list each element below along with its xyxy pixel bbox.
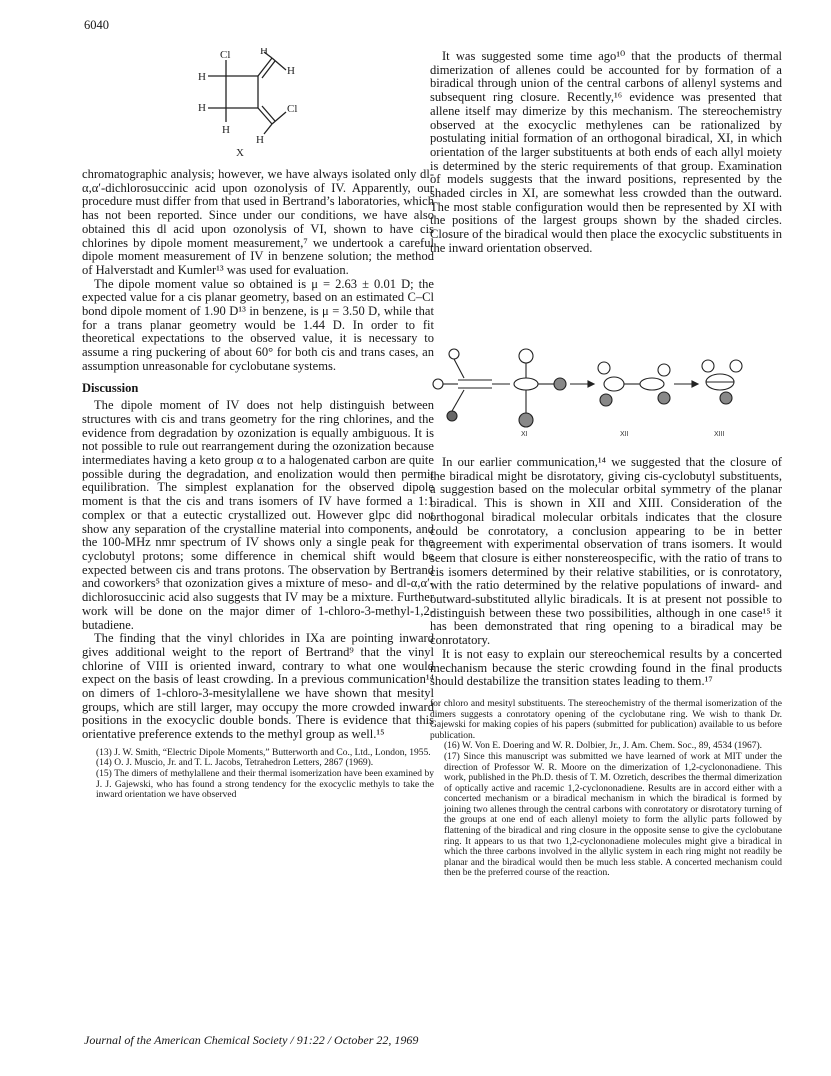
footnote-15-continued: for chloro and mesityl substituents. The stereochemistry of the thermal isomerization of the dimers suggests a conrotatory opening of the cyclobutane ring. We wish to thank Dr. Gajewski for making copies of his papers (submitted for publication) available to us before publication. <box>430 698 782 741</box>
paragraph: In our earlier communication,¹⁴ we suggested that the closure of the biradical might be disrotatory, giving cis-cyclobutyl substituents, a suggestion based on the molecular orbital symmetry of the planar biradical. This is shown in XII and XIII. Consideration of the orthogonal biradical molecular orbitals indicates that the closure could be conrotatory, a conclusion appearing to be in better agreement with experimental observation of trans isomers. It would seem that closure is either nonstereospecific, with the ratio of trans to cis isomers determined by their relative stabilities, or is conrotatory, with the ratio determined by the relative populations of inward- and outward-substituted allylic biradicals. It is at present not possible to distinguish between these two possibilities, although in one case¹⁵ it has been demonstrated that ring opening to a biradical may be conrotatory. <box>430 455 782 648</box>
atom-label: H <box>198 71 206 83</box>
page-number: 6040 <box>84 18 109 32</box>
paragraph: The dipole moment of IV does not help distinguish between structures with cis and trans geometry for the ring chlorines, and the evidence from degradation by ozonization is equally ambiguous. It is not possible to rule out rearrangement during the ozonization because intermediates having a keto group α to a halogenated carbon are quite possible during the degradation, and enolization would then permit equilibration. The simplest explanation for the observed dipole moment is that the cis and trans isomers of IV have formed a 1:1 complex or that a eutectic crystallized out. However glpc did not show any separation of the crystalline material into components, and the 100-MHz nmr spectrum of IV shows only a single peak for the cyclobutyl protons; some difference in chemical shift would be expected between cis and trans protons. The observation by Bertrand and coworkers⁵ that ozonization gives a mixture of meso- and dl-α,α′-dichlorosuccinic acid also suggests that IV may be a mixture. Further work will be done on the major dimer of 1-chloro-3-methyl-1,2-butadiene. <box>82 398 434 632</box>
scheme-label: XIII <box>714 431 725 438</box>
scheme-label: XII <box>620 431 629 438</box>
scheme-label: XI <box>521 431 528 438</box>
footnotes <box>82 748 434 801</box>
section-heading: Discussion <box>82 380 139 395</box>
left-column <box>82 168 434 801</box>
right-column-lower <box>430 456 782 879</box>
right-column <box>430 50 782 256</box>
paragraph: The finding that the vinyl chlorides in IXa are pointing inward gives additional weight to the report of Bertrand⁹ that the vinyl chlorine of VIII is oriented inward, contrary to what one would expect on the basis of least crowding. In a previous communication¹⁴ on dimers of 1-chloro-3-mesitylallene we have shown that mesityl groups, which are still larger, may occupy the more crowded inward positions in the exocyclic double bonds. There is evidence that this orientative preference extends to the methyl group as well.¹⁵ <box>82 631 434 742</box>
footnote-15: (15) The dimers of methylallene and their thermal isomerization have been examined by J. J. Gajewski, who has found a strong tendency for the exocyclic methyls to take the inward orientation we have observed <box>96 769 434 801</box>
footnote-14: (14) O. J. Muscio, Jr. and T. L. Jacobs, Tetrahedron Letters, 2867 (1969). <box>96 758 374 769</box>
journal-footer: Journal of the American Chemical Society / 91:22 / October 22, 1969 <box>84 1033 419 1047</box>
paragraph: It is not easy to explain our stereochemical results by a concerted mechanism because the steric crowding found in the final products should destabilize the transition states leading to them.¹⁷ <box>430 646 782 689</box>
footnote-17: (17) Since this manuscript was submitted we have learned of work at MIT under the direction of Professor W. R. Moore on the dimerization of 1,2-cyclononadiene. This work, published in the Ph.D. thesis of T. M. Ozretich, describes the thermal dimerization of optically active and racemic 1,2-cyclononadiene. Results are in accord either with a concerted mechanism or a biradical mechanism in which the biradical is formed by joining two allenes through the central carbons with conrotatory or disrotatory turning of the groups at one end of each allenyl moiety to form the allylic parts followed by flattening of the biradical and ring closure in the opposite sense to give the cyclobutane ring. It appears to us that two 1,2-cyclononadiene molecules might give a biradical in which the three carbons involved in the allylic system in each ring might not readily be planar and the biradical would then be much less stable. A concerted mechanism could then be the preferred course of the reaction. <box>444 751 782 879</box>
structure-label: X <box>236 147 244 159</box>
paragraph: It was suggested some time ago¹⁰ that the products of thermal dimerization of allenes could be accounted for by formation of a biradical through union of the central carbons of allenyl systems and subsequent ring closure. Recently,¹⁶ evidence was presented that allene itself may dimerize by this mechanism. The stereochemistry observed at the exocyclic methylenes can be rationalized by postulating initial formation of an orthogonal biradical, XI, in which orientation of the larger substituents at both ends of each allyl moiety is determined by the steric requirements of that group. Examination of models suggests that the inward positions, represented by the shaded circles in XI, are somewhat less crowded than the outward. The most stable configuration would then be represented by XI with the positions of the largest groups shown by the shaded circles. Closure of the biradical would then place the exocyclic substituents in the inward orientation observed. <box>430 49 782 255</box>
biradical-scheme-diagram <box>430 338 760 438</box>
atom-label: H <box>256 134 264 146</box>
structure-x-diagram <box>192 48 312 160</box>
footnotes <box>430 699 782 879</box>
atom-label: H <box>287 65 295 77</box>
paragraph: chromatographic analysis; however, we have always isolated only dl-α,α′-dichlorosuccinic acid upon ozonolysis of IV. Apparently, our procedure must differ from that used in Bertrand’s laboratories, which has not been reported. Since under our conditions, we have also obtained this dl acid upon ozonolysis of VI, shown to have cis chlorines by dipole moment measurement,⁷ we undertook a careful dipole moment measurement of IV in benzene solution; the method of Halverstadt and Kumler¹³ was used for evaluation. <box>82 167 434 277</box>
atom-label: H <box>222 124 230 136</box>
atom-label: Cl <box>220 49 231 61</box>
footnote-13: (13) J. W. Smith, “Electric Dipole Moments,” Butterworth and Co., Ltd., London, 1955. <box>96 747 431 758</box>
footnote-16: (16) W. Von E. Doering and W. R. Dolbier, Jr., J. Am. Chem. Soc., 89, 4534 (1967). <box>444 741 763 752</box>
atom-label: H <box>198 102 206 114</box>
atom-label: H <box>260 48 268 57</box>
atom-label: Cl <box>287 103 298 115</box>
paragraph: The dipole moment value so obtained is μ = 2.63 ± 0.01 D; the expected value for a cis planar geometry, based on an estimated C–Cl bond dipole moment of 1.90 D¹³ in benzene, is μ = 3.50 D, while that for a trans planar geometry would be 1.44 D. In order to fit theoretical expectations to the observed value, it is necessary to assume a ring puckering of about 60° for both cis and trans cases, an assumption unreasonable for cyclobutane systems. <box>82 276 434 373</box>
